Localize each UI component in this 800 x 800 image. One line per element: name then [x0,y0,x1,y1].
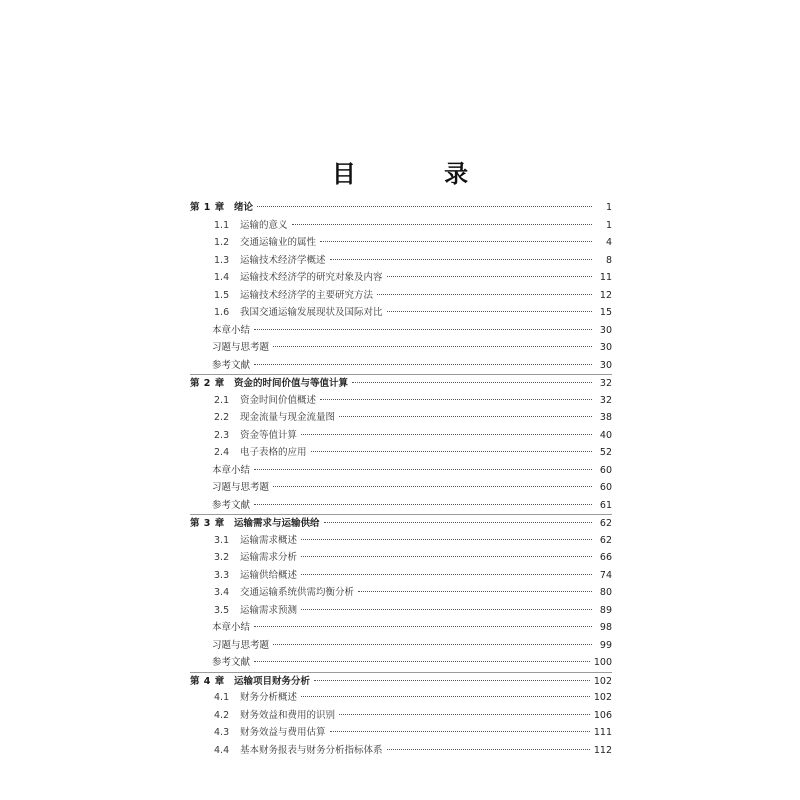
toc-entry-number: 1.6 [214,307,230,318]
toc-entry-title: 本章小结 [212,622,251,633]
toc-entry-title: 习题与思考题 [212,342,270,353]
toc-entry-number: 3.3 [214,569,230,581]
toc-entry-title: 参考文献 [212,657,251,668]
toc-leader-dots [254,469,592,470]
toc-entry-number: 3.1 [214,534,230,546]
toc-page-number: 74 [599,569,612,581]
toc-entry-number: 1.3 [214,254,230,266]
toc-leader-dots [387,749,590,750]
toc-entry-number: 第 2 章 [190,378,225,389]
toc-entry-title: 资金等值计算 [240,429,298,441]
toc-section-row[interactable] [190,724,612,742]
toc-misc-row[interactable] [190,322,612,340]
toc-entry-title: 运输需求与运输供给 [234,518,320,529]
toc-page-number: 11 [599,272,612,283]
toc-section-row[interactable] [190,444,612,462]
toc-entry-number: 4.3 [214,727,230,738]
toc-section-row[interactable] [190,287,612,305]
toc-page-number: 38 [599,412,612,423]
toc-page-number: 60 [599,464,612,476]
toc-page-number: 60 [599,482,612,493]
toc-chapter-row[interactable] [190,672,612,690]
toc-leader-dots [273,644,592,645]
toc-page-number: 4 [605,237,612,248]
toc-section-row[interactable] [190,532,612,550]
toc-entry-title: 财务分析概述 [240,692,298,703]
toc-leader-dots [301,539,592,540]
toc-entry-number: 1.1 [214,219,230,231]
toc-page-number: 66 [599,552,612,563]
toc-entry-title: 基本财务报表与财务分析指标体系 [240,744,383,756]
toc-misc-row[interactable] [190,637,612,655]
toc-section-row[interactable] [190,549,612,567]
toc-leader-dots [339,416,592,417]
toc-section-row[interactable] [190,584,612,602]
toc-entry-title: 电子表格的应用 [240,447,307,458]
toc-page-number: 80 [599,587,612,598]
toc-entry-title: 绪论 [234,202,254,213]
toc-page-number: 40 [599,429,612,441]
toc-page-number: 8 [605,254,612,266]
toc-section-row[interactable] [190,252,612,270]
toc-entry-number: 1.5 [214,289,230,301]
toc-page-number: 89 [599,604,612,616]
toc-chapter-row[interactable] [190,514,612,532]
toc-page-number: 30 [599,359,612,371]
toc-entry-title: 参考文献 [212,359,251,371]
toc-section-row[interactable] [190,217,612,235]
toc-leader-dots [273,486,592,487]
toc-leader-dots [254,661,590,662]
toc-section-row[interactable] [190,409,612,427]
toc-leader-dots [254,626,592,627]
toc-misc-row[interactable] [190,357,612,375]
toc-entry-title: 本章小结 [212,464,251,476]
toc-page-number: 99 [599,639,612,651]
toc-entry-title: 运输需求概述 [240,534,298,546]
toc-section-row[interactable] [190,602,612,620]
toc-leader-dots [320,399,592,400]
toc-leader-dots [254,504,592,505]
toc-section-row[interactable] [190,234,612,252]
toc-page-number: 102 [593,692,612,703]
toc-entry-title: 资金的时间价值与等值计算 [234,378,349,389]
toc-leader-dots [377,294,592,295]
toc-entry-title: 资金时间价值概述 [240,394,317,406]
toc-page-number: 112 [593,744,612,756]
toc-entry-number: 第 3 章 [190,518,225,529]
toc-entry-title: 运输项目财务分析 [234,675,311,687]
toc-page-number: 62 [599,534,612,546]
toc-page-number: 111 [593,727,612,738]
toc-page-number: 61 [599,499,612,511]
toc-page-number: 15 [599,307,612,318]
toc-leader-dots [257,206,592,207]
toc-entry-number: 第 1 章 [190,202,225,213]
toc-page-number: 32 [599,394,612,406]
toc-entry-title: 运输技术经济学的主要研究方法 [240,289,374,301]
toc-leader-dots [301,609,592,610]
toc-chapter-row[interactable] [190,199,612,217]
toc-entry-number: 2.3 [214,429,230,441]
toc-page-number: 32 [599,378,612,389]
toc-entry-number: 2.4 [214,447,230,458]
toc-leader-dots [314,680,590,681]
toc-entry-number: 3.4 [214,587,230,598]
toc-entry-title: 运输需求预测 [240,604,298,616]
toc-leader-dots [254,329,592,330]
toc-entry-number: 3.2 [214,552,230,563]
toc-page-number: 30 [599,324,612,336]
toc-leader-dots [387,276,592,277]
toc-page-number: 1 [605,202,612,213]
toc-section-row[interactable] [190,742,612,760]
toc-entry-title: 财务效益和费用的识别 [240,709,336,721]
toc-entry-number: 2.1 [214,394,230,406]
toc-leader-dots [320,241,592,242]
toc-page-number: 98 [599,622,612,633]
toc-entry-number: 1.2 [214,237,230,248]
toc-section-row[interactable] [190,689,612,707]
toc-leader-dots [301,434,592,435]
toc-misc-row[interactable] [190,654,612,672]
toc-leader-dots [311,451,592,452]
toc-leader-dots [324,522,592,523]
toc-entry-number: 第 4 章 [190,675,225,687]
toc-misc-row[interactable] [190,497,612,515]
toc-entry-title: 现金流量与现金流量图 [240,412,336,423]
toc-entry-title: 参考文献 [212,499,251,511]
toc-entry-number: 1.4 [214,272,230,283]
toc-page-number: 102 [593,675,612,687]
toc-entry-title: 运输的意义 [240,219,288,231]
toc-leader-dots [358,591,592,592]
toc-entry-title: 运输供给概述 [240,569,298,581]
toc-section-row[interactable] [190,567,612,585]
toc-misc-row[interactable] [190,619,612,637]
toc-entry-title: 运输需求分析 [240,552,298,563]
toc-entry-number: 4.4 [214,744,230,756]
toc-leader-dots [387,311,592,312]
toc-page-number: 106 [593,709,612,721]
toc-section-row[interactable] [190,304,612,322]
toc-entry-number: 4.1 [214,692,230,703]
toc-entry-title: 习题与思考题 [212,639,270,651]
toc-section-row[interactable] [190,269,612,287]
toc-entry-number: 2.2 [214,412,230,423]
toc-entry-title: 本章小结 [212,324,251,336]
toc-leader-dots [273,346,592,347]
toc-entry-number: 3.5 [214,604,230,616]
toc-leader-dots [330,731,590,732]
toc-entry-title: 运输技术经济学的研究对象及内容 [240,272,383,283]
toc-leader-dots [301,696,590,697]
page-title: 目 录 [331,160,509,188]
toc-leader-dots [352,382,592,383]
toc-leader-dots [254,364,592,365]
toc-entry-title: 财务效益与费用估算 [240,727,326,738]
toc-leader-dots [330,259,592,260]
toc-entry-title: 习题与思考题 [212,482,270,493]
table-of-contents [190,199,612,759]
toc-entry-title: 运输技术经济学概述 [240,254,326,266]
toc-misc-row[interactable] [190,479,612,497]
toc-entry-title: 交通运输业的属性 [240,237,317,248]
toc-page-number: 1 [605,219,612,231]
toc-leader-dots [292,224,592,225]
toc-leader-dots [301,556,592,557]
toc-entry-number: 4.2 [214,709,230,721]
toc-page-number: 62 [599,518,612,529]
toc-misc-row[interactable] [190,339,612,357]
toc-entry-title: 我国交通运输发展现状及国际对比 [240,307,383,318]
toc-page-number: 30 [599,342,612,353]
toc-page-number: 12 [599,289,612,301]
toc-chapter-row[interactable] [190,374,612,392]
toc-page-number: 52 [599,447,612,458]
toc-misc-row[interactable] [190,462,612,480]
toc-page-number: 100 [593,657,612,668]
toc-leader-dots [301,574,592,575]
toc-section-row[interactable] [190,707,612,725]
toc-section-row[interactable] [190,392,612,410]
toc-entry-title: 交通运输系统供需均衡分析 [240,587,355,598]
toc-leader-dots [339,714,590,715]
toc-section-row[interactable] [190,427,612,445]
